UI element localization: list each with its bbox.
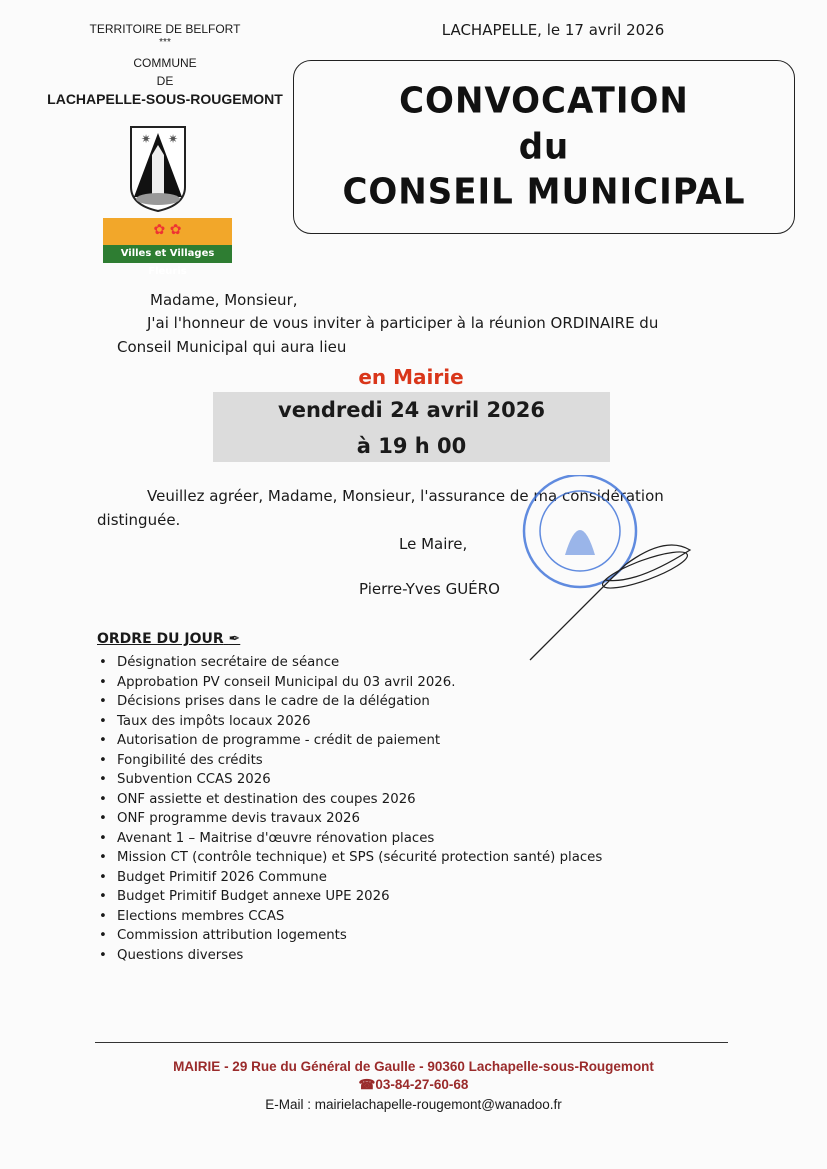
svg-text:✷: ✷: [168, 132, 179, 146]
agenda-item: • Avenant 1 – Maitrise d'œuvre rénovation places: [97, 829, 602, 849]
meeting-datetime-box: [213, 392, 610, 462]
commune-name: LACHAPELLE-SOUS-ROUGEMONT: [47, 91, 283, 107]
mairie-stamp-icon: [515, 475, 705, 665]
signer-name: Pierre-Yves GUÉRO: [359, 580, 500, 598]
agenda-item: • Commission attribution logements: [97, 926, 602, 946]
quill-pen-icon: ✒: [228, 631, 241, 647]
agenda-item: • Taux des impôts locaux 2026: [97, 712, 602, 732]
coat-of-arms-icon: [128, 125, 188, 215]
agenda-item: • Autorisation de programme - crédit de paiement: [97, 731, 602, 751]
agenda-item: • Budget Primitif 2026 Commune: [97, 868, 602, 888]
agenda-item: • Elections membres CCAS: [97, 907, 602, 927]
meeting-time: à 19 h 00: [356, 434, 467, 458]
agenda-item: • ONF assiette et destination des coupes 2026: [97, 790, 602, 810]
signer-title: Le Maire,: [399, 535, 468, 553]
closing-line1: Veuillez agréer, Madame, Monsieur, l'assurance de ma considération: [147, 487, 664, 505]
flower-icon: ✿ ✿: [153, 222, 182, 238]
villes-fleuris-badge: ✿ ✿ Villes et Villages Fleuris: [103, 218, 232, 263]
intro-line2: Conseil Municipal qui aura lieu: [117, 338, 347, 356]
footer-address: MAIRIE - 29 Rue du Général de Gaulle - 90360 Lachapelle-sous-Rougemont: [173, 1059, 654, 1074]
agenda-list: [97, 653, 602, 965]
title-line3: CONSEIL MUNICIPAL: [342, 171, 746, 213]
intro-line1: J'ai l'honneur de vous inviter à participer à la réunion ORDINAIRE du: [147, 314, 659, 332]
meeting-place: en Mairie: [358, 365, 464, 389]
agenda-item: • Approbation PV conseil Municipal du 03 avril 2026.: [97, 673, 602, 693]
footer-divider: [95, 1042, 728, 1043]
title-line2: du: [518, 126, 570, 168]
agenda-item: • Mission CT (contrôle technique) et SPS (sécurité protection santé) places: [97, 848, 602, 868]
title-box: [293, 60, 795, 234]
svg-text:✷: ✷: [141, 132, 152, 146]
territory: TERRITOIRE DE BELFORT: [89, 22, 241, 36]
title-line1: CONVOCATION: [399, 80, 689, 122]
de-label: DE: [156, 74, 174, 88]
commune-label: COMMUNE: [133, 56, 197, 70]
agenda-item: • ONF programme devis travaux 2026: [97, 809, 602, 829]
footer-email: E-Mail : mairielachapelle-rougemont@wanadoo.fr: [265, 1097, 562, 1112]
phone-icon: ☎: [358, 1077, 376, 1092]
agenda-heading: ORDRE DU JOUR ✒: [97, 631, 241, 647]
salutation: Madame, Monsieur,: [150, 291, 298, 309]
agenda-item: • Fongibilité des crédits: [97, 751, 602, 771]
agenda-item: • Subvention CCAS 2026: [97, 770, 602, 790]
meeting-date: vendredi 24 avril 2026: [278, 398, 545, 422]
agenda-item: • Budget Primitif Budget annexe UPE 2026: [97, 887, 602, 907]
footer-phone: ☎03-84-27-60-68: [358, 1077, 469, 1092]
agenda-item: • Décisions prises dans le cadre de la délégation: [97, 692, 602, 712]
agenda-item: • Désignation secrétaire de séance: [97, 653, 602, 673]
agenda-item: • Questions diverses: [97, 946, 602, 966]
separator-stars: ***: [159, 37, 171, 48]
date-line: LACHAPELLE, le 17 avril 2026: [441, 21, 665, 39]
closing-line2: distinguée.: [97, 511, 181, 529]
